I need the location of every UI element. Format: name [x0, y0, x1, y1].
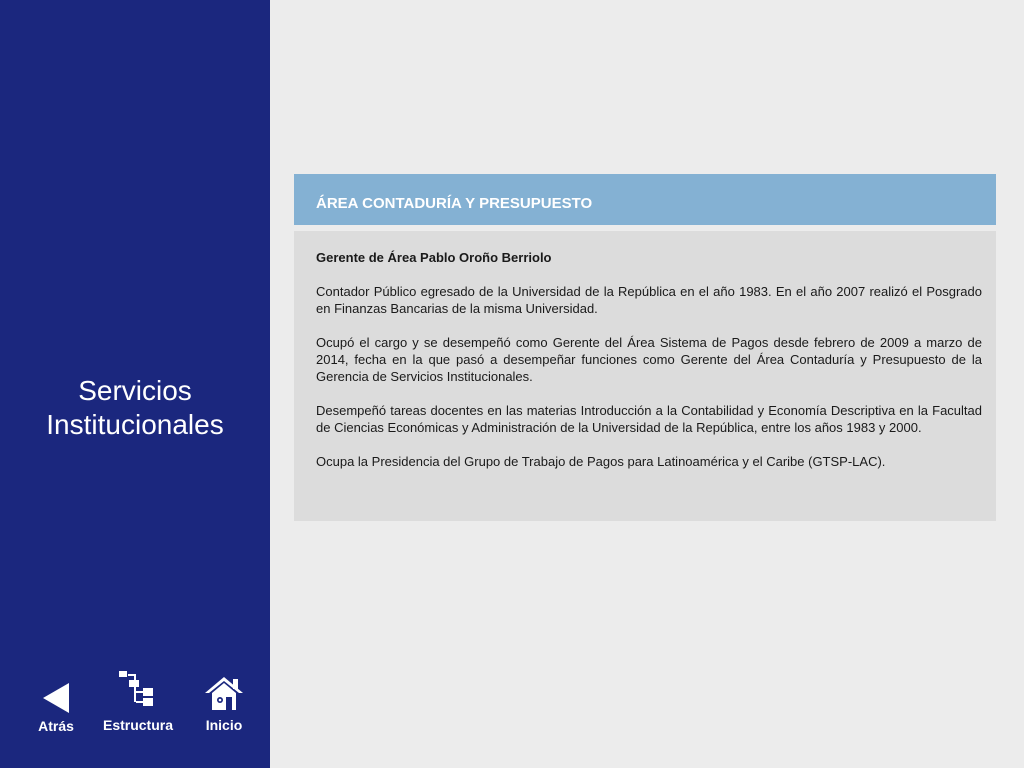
sidebar-title [0, 374, 270, 442]
sidebar-title-line1: Servicios [78, 375, 192, 406]
paragraph-2: Ocupó el cargo y se desempeñó como Gerente del Área Sistema de Pagos desde febrero de 2009 a marzo de 2014, fecha en la que pasó a desempeñar funciones como Gerente del Área Contaduría y Presupuesto de la Gerencia de Servicios Institucionales. [316, 335, 982, 384]
triangle-left-icon [42, 682, 70, 714]
paragraph-4: Ocupa la Presidencia del Grupo de Trabajo de Pagos para Latinoamérica y el Caribe (GTSP-LAC). [316, 454, 886, 469]
content-text [316, 249, 982, 487]
paragraph-1: Contador Público egresado de la Universidad de la República en el año 1983. En el año 2007 realizó el Posgrado en Finanzas Bancarias de la misma Universidad. [316, 284, 982, 316]
section-header [294, 174, 996, 225]
back-label: Atrás [38, 718, 74, 734]
paragraph-3: Desempeñó tareas docentes en las materias Introducción a la Contabilidad y Economía Descriptiva en la Facultad de Ciencias Económicas y Administración de la Universidad de la República, entre los años 1983 y 2000. [316, 403, 982, 435]
structure-button[interactable] [98, 668, 178, 740]
sidebar [0, 0, 270, 768]
manager-subtitle: Gerente de Área Pablo Oroño Berriolo [316, 250, 552, 265]
house-icon [204, 676, 244, 712]
structure-label: Estructura [102, 717, 174, 733]
section-title: ÁREA CONTADURÍA Y PRESUPUESTO [316, 195, 593, 212]
home-label: Inicio [205, 717, 243, 733]
hierarchy-icon [118, 670, 158, 708]
home-button[interactable] [196, 674, 252, 740]
content-panel [294, 231, 996, 521]
sidebar-title-line2: Institucionales [46, 409, 224, 440]
back-button[interactable] [28, 676, 84, 740]
